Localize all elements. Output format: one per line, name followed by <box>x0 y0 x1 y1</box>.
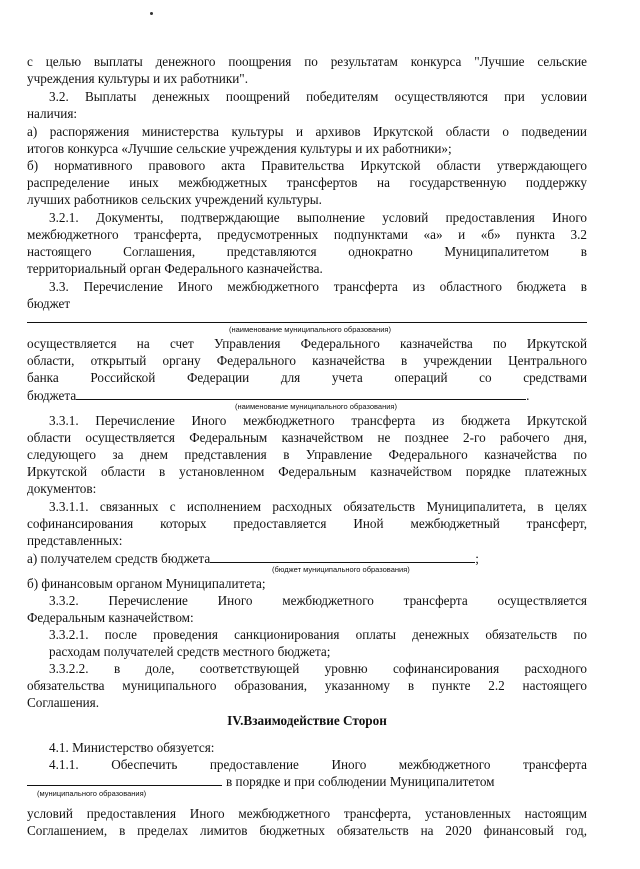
punctuation: . <box>526 388 530 403</box>
text-line: 3.3.2.2. в доле, соответствующей уровню софинансирования расходного <box>49 661 587 676</box>
caption-mo-short: (муниципального образования) <box>37 789 147 798</box>
text-fragment: в порядке и при соблюдении Муниципалитетом <box>226 774 495 789</box>
text-line: следующего за днем представления в Управление Федерального казначейства по <box>27 447 587 462</box>
text-line: наличия: <box>27 106 78 121</box>
text-line: итогов конкурса «Лучшие сельские учреждения культуры и их работники»; <box>27 141 452 156</box>
text-line: учреждения культуры и их работники". <box>27 71 248 86</box>
text-line: Соглашения. <box>27 695 100 710</box>
text-line: осуществляется на счет Управления Федерального казначейства по Иркутской <box>27 336 587 351</box>
text-line: представленных: <box>27 533 123 548</box>
punctuation: ; <box>475 551 479 566</box>
text-line: б) финансовым органом Муниципалитета; <box>27 576 266 591</box>
text-line-with-blank <box>27 387 587 403</box>
blank-line-budget <box>27 322 587 323</box>
text-line: Иркутской области в установленном Федеральным казначейством порядке платежных <box>27 464 587 479</box>
section-heading: IV.Взаимодействие Сторон <box>227 713 387 728</box>
text-line: условий предоставления Иного межбюджетного трансферта, установленных настоящим <box>27 806 587 821</box>
blank-field <box>76 387 526 400</box>
text-line: бюджет <box>27 296 71 311</box>
text-line: Соглашением, в пределах лимитов бюджетных обязательств на 2020 финансовый год, <box>27 823 587 838</box>
text-line-with-blank <box>27 773 587 789</box>
text-line: 3.3.1.1. связанных с исполнением расходных обязательств Муниципалитета, в целях <box>49 499 587 514</box>
text-line: 3.3.2. Перечисление Иного межбюджетного трансферта осуществляется <box>49 593 587 608</box>
caption-mo-name: (наименование муниципального образования) <box>229 325 391 334</box>
text-line: с целью выплаты денежного поощрения по результатам конкурса "Лучшие сельские <box>27 54 587 69</box>
text-line: настоящего Соглашения, представляются однократно Муниципалитетом в <box>27 244 587 259</box>
blank-field <box>210 550 475 563</box>
text-line: территориальный орган Федерального казначейства. <box>27 261 323 276</box>
text-line: 3.2. Выплаты денежных поощрений победителям осуществляются при условии <box>49 89 587 104</box>
text-line: 3.2.1. Документы, подтверждающие выполнение условий предоставления Иного <box>49 210 587 225</box>
text-fragment: а) получателем средств бюджета <box>27 551 211 566</box>
text-line: области, открытый органу Федерального казначейства в учреждении Центрального <box>27 353 587 368</box>
text-line: 4.1. Министерство обязуется: <box>49 740 215 755</box>
text-line: обязательства муниципального образования, указанному в пункте 2.2 настоящего <box>27 678 587 693</box>
text-line: а) распоряжения министерства культуры и архивов Иркутской области о подведении <box>27 124 587 139</box>
text-line: 3.3.1. Перечисление Иного межбюджетного трансферта из бюджета Иркутской <box>49 413 587 428</box>
text-fragment: бюджета <box>27 388 77 403</box>
text-line: б) нормативного правового акта Правительства Иркутской области утверждающего <box>27 158 587 173</box>
text-line: области осуществляется Федеральным казначейством не позднее 2-го рабочего дня, <box>27 430 587 445</box>
stray-dot <box>150 12 153 15</box>
text-line: распределение иных межбюджетных трансфертов на государственную поддержку <box>27 175 587 190</box>
caption-budget-mo: (бюджет муниципального образования) <box>272 565 410 574</box>
text-line: 4.1.1. Обеспечить предоставление Иного межбюджетного трансферта <box>49 757 587 772</box>
text-line: расходам получателей средств местного бюджета; <box>49 644 331 659</box>
text-line: 3.3. Перечисление Иного межбюджетного трансферта из областного бюджета в <box>49 279 587 294</box>
text-line: документов: <box>27 481 97 496</box>
text-line: Федеральным казначейством: <box>27 610 194 625</box>
text-line: 3.3.2.1. после проведения санкционирования оплаты денежных обязательств по <box>49 627 587 642</box>
blank-field <box>27 773 222 786</box>
text-line: лучших работников сельских учреждений культуры. <box>27 192 322 207</box>
text-line: межбюджетного трансферта, предусмотренных подпунктами «а» и «б» пункта 3.2 <box>27 227 587 242</box>
caption-mo-name: (наименование муниципального образования) <box>235 402 397 411</box>
text-line: банка Российской Федерации для учета операций со средствами <box>27 370 587 385</box>
text-line-with-blank <box>27 550 587 566</box>
text-line: софинансирования которых предоставляется Иной межбюджетный трансферт, <box>27 516 587 531</box>
